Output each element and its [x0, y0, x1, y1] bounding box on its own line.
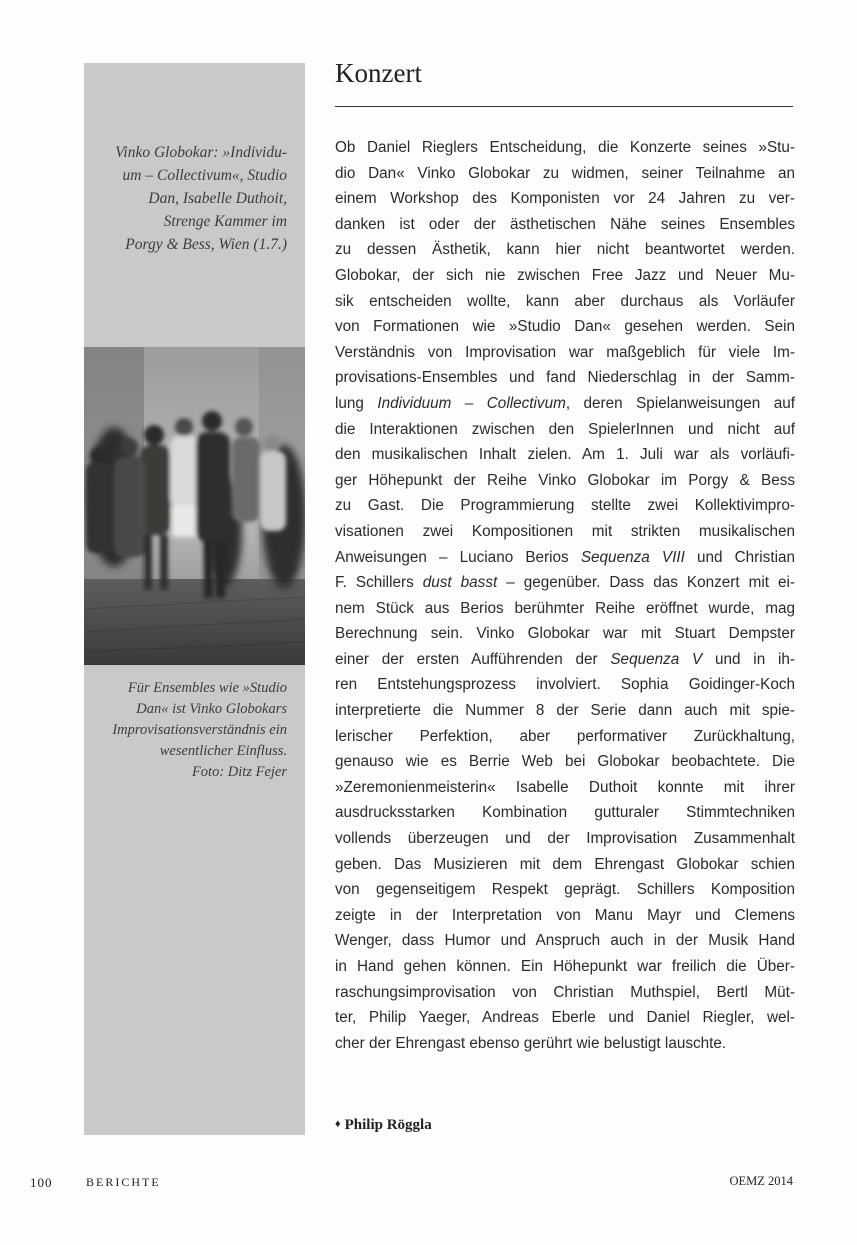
article-line: Globokar, der sich nie zwischen Free Jazz und Neuer Mu- [335, 266, 795, 284]
caption-top-line: Dan, Isabelle Duthoit, [148, 190, 287, 207]
article-line: geben. Das Musizieren mit dem Ehrengast Globokar schien [335, 855, 795, 873]
article-line: Ob Daniel Rieglers Entscheidung, die Konzerte seines »Stu- [335, 139, 795, 156]
article-line: einer der ersten Aufführenden der Sequenza V und in ih- [335, 650, 795, 668]
article-author [335, 1117, 432, 1134]
photo-caption [94, 678, 287, 783]
sidebar-panel [84, 63, 305, 1135]
caption-top-line: Vinko Globokar: »Individu- [115, 144, 287, 161]
article-line: Verständnis von Improvisation war maßgeblich für viele Im- [335, 343, 795, 361]
article-line: zu dessen Ästhetik, kann hier nicht beantwortet werden. [335, 241, 795, 259]
article-line: zu Gast. Die Programmierung stellte zwei Kollektivimpro- [335, 497, 795, 515]
footer-journal: OEMZ 2014 [729, 1174, 793, 1188]
article-line: von Formationen wie »Studio Dan« gesehen werden. Sein [335, 318, 795, 336]
article-line: nem Stück aus Berios berühmter Reihe eröffnet wurde, mag [335, 599, 795, 617]
diamond-icon: ♦ [335, 1118, 341, 1130]
article-line: danken ist oder der ästhetischen Nähe seines Ensembles [335, 215, 795, 233]
article-line: ren Entstehungsprozess involviert. Sophia Goidinger-Koch [335, 676, 795, 694]
article-body [335, 135, 795, 1056]
article-line: Anweisungen – Luciano Berios Sequenza VIII und Christian [335, 548, 795, 566]
article-line: visationen zwei Kompositionen mit strikten musikalischen [335, 522, 795, 540]
photo-caption-line: Dan« ist Vinko Globokars [136, 701, 287, 717]
article-line: einem Workshop des Komponisten vor 24 Jahren zu ver- [335, 190, 795, 208]
article-line: sik entscheiden wollte, kann aber durchaus als Vorläufer [335, 292, 795, 310]
caption-top-line: Strenge Kammer im [163, 213, 287, 230]
article-line: Berechnung sein. Vinko Globokar war mit Stuart Dempster [335, 625, 795, 643]
photo-caption-line: Für Ensembles wie »Studio [127, 680, 287, 696]
author-name: Philip Röggla [344, 1117, 432, 1133]
article-line: lerischer Perfektion, aber performativer Zurückhaltung, [335, 727, 795, 745]
caption-top-line: Porgy & Bess, Wien (1.7.) [125, 236, 287, 253]
page-number: 100 [30, 1175, 53, 1190]
photo-credit: Foto: Ditz Fejer [191, 764, 287, 780]
section-title: Konzert [335, 58, 422, 88]
article-line: genauso wie es Berrie Web bei Globokar beobachtete. Die [335, 753, 795, 771]
article-line: in Hand gehen können. Ein Höhepunkt war freilich die Über- [335, 958, 795, 975]
photo-caption-line: Improvisationsverständnis ein [112, 722, 287, 738]
article-line: die Interaktionen zwischen den SpielerInnen und nicht auf [335, 420, 795, 438]
concert-photo-image [84, 347, 305, 665]
article-line: dio Dan« Vinko Globokar zu widmen, seiner Teilnahme an [335, 164, 795, 182]
article-line: ausdrucksstarken Kombination gutturaler Stimmtechniken [335, 804, 795, 822]
article-line: cher der Ehrengast ebenso gerührt wie belustigt lauschte. [335, 1034, 727, 1052]
footer-section-label: BERICHTE [86, 1175, 161, 1189]
article-line: den musikalischen Inhalt zielen. Am 1. Juli war als vorläufi- [335, 446, 795, 464]
article-line: zeigte in der Interpretation von Manu Mayr und Clemens [335, 906, 795, 924]
article-line: vollends überzeugen und der Improvisation Zusammenhalt [335, 830, 795, 848]
concert-photo [84, 347, 305, 665]
article-line: »Zeremonienmeisterin« Isabelle Duthoit konnte mit ihrer [335, 778, 795, 796]
article-line: F. Schillers dust basst – gegenüber. Dass das Konzert mit ei- [335, 574, 795, 592]
article-line: ger Höhepunkt der Reihe Vinko Globokar im Porgy & Bess [335, 471, 795, 489]
article-line: von gegenseitigem Respekt geprägt. Schillers Komposition [335, 881, 795, 899]
article-line: ter, Philip Yaeger, Andreas Eberle und Daniel Riegler, wel- [335, 1009, 795, 1027]
title-divider [335, 106, 793, 107]
article-line: raschungsimprovisation von Christian Muthspiel, Bertl Müt- [335, 983, 795, 1001]
article-line: provisations-Ensembles und fand Niederschlag in der Samm- [335, 369, 795, 387]
article-line: interpretierte die Nummer 8 der Serie dann auch mit spie- [335, 702, 795, 720]
article-line: lung Individuum – Collectivum, deren Spielanweisungen auf [335, 394, 795, 412]
photo-caption-line: wesentlicher Einfluss. [159, 743, 287, 759]
caption-top-line: um – Collectivum«, Studio [122, 167, 287, 184]
article-line: Wenger, dass Humor und Anspruch auch in der Musik Hand [335, 932, 795, 950]
sidebar-caption-top [94, 141, 287, 256]
